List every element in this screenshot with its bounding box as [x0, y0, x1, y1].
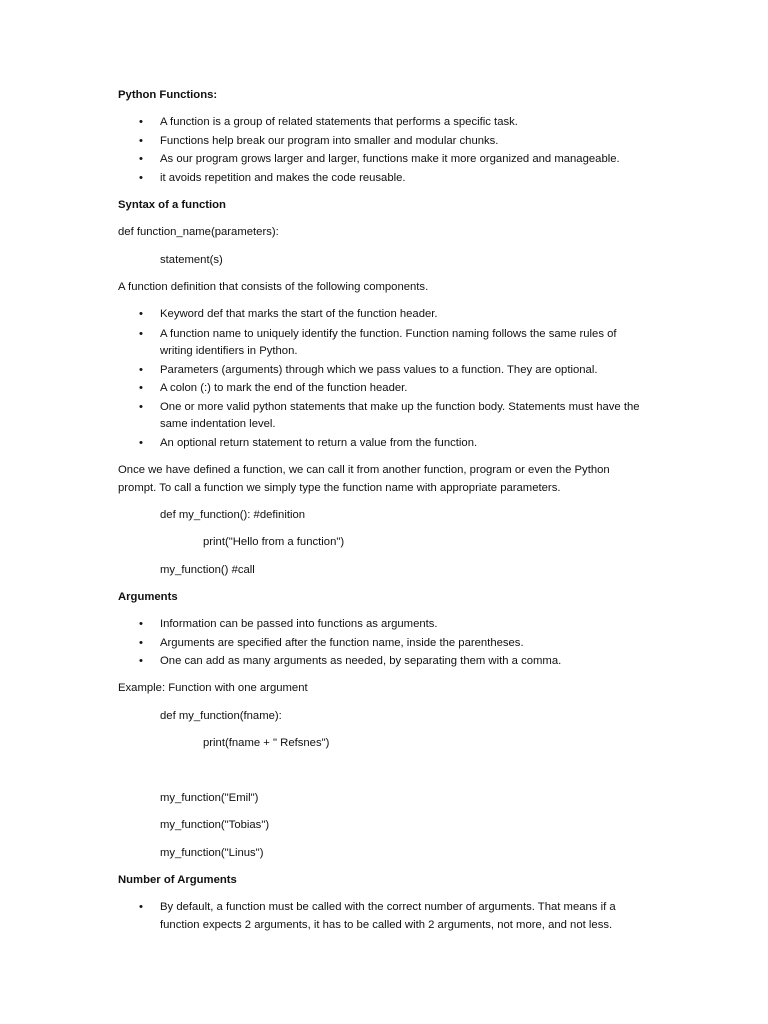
paragraph: Once we have defined a function, we can call it from another function, program or even the Python prompt. To call a function we simply type the function name with appropriate parameters. — [118, 464, 610, 494]
bullet-icon: • — [139, 618, 143, 630]
bullet-icon: • — [139, 134, 143, 147]
bullet-icon: • — [139, 153, 143, 165]
bullet-icon: • — [139, 655, 143, 667]
section-heading-python-functions: Python Functions: — [118, 89, 218, 101]
bullet-icon: • — [139, 171, 143, 184]
paragraph: Example: Function with one argument — [118, 682, 308, 694]
list-item: • A function is a group of related statements that performs a specific task. — [118, 114, 648, 132]
list-item: • Keyword def that marks the start of the function header. — [118, 306, 648, 324]
code-line: my_function() #call — [160, 564, 255, 576]
section-heading-syntax: Syntax of a function — [118, 199, 226, 211]
code-line: my_function("Linus") — [160, 847, 264, 859]
list-item: • Parameters (arguments) through which we pass values to a function. They are optional. — [118, 362, 648, 380]
functions-bullet-list — [118, 114, 648, 187]
bullet-icon: • — [139, 400, 143, 413]
code-line: def my_function(): #definition — [160, 509, 306, 521]
components-bullet-list — [118, 306, 648, 452]
list-item: • A function name to uniquely identify the function. Function naming follows the same rules of writing identifiers in Python. — [139, 327, 617, 357]
bullet-icon: • — [139, 636, 143, 649]
paragraph: A function definition that consists of the following components. — [118, 281, 429, 293]
code-line: def my_function(fname): — [160, 710, 282, 722]
code-line: def function_name(parameters): — [118, 226, 279, 238]
code-line: print("Hello from a function") — [203, 536, 345, 548]
bullet-icon: • — [139, 363, 143, 376]
section-heading-arguments: Arguments — [118, 591, 178, 603]
code-line: my_function("Tobias") — [160, 819, 270, 831]
bullet-icon: • — [139, 901, 143, 913]
code-line: my_function("Emil") — [160, 792, 259, 804]
bullet-icon: • — [139, 327, 143, 340]
bullet-icon: • — [139, 116, 143, 128]
code-line: statement(s) — [160, 254, 223, 266]
bullet-icon: • — [139, 382, 143, 394]
list-item: • As our program grows larger and larger, functions make it more organized and manageable. — [118, 151, 648, 169]
list-item: • it avoids repetition and makes the code reusable. — [118, 170, 648, 188]
list-item: • By default, a function must be called with the correct number of arguments. That means if a function expects 2 arguments, it has to be called with 2 arguments, not more, and not less. — [139, 901, 616, 931]
arguments-bullet-list — [118, 616, 648, 671]
list-item: • Arguments are specified after the function name, inside the parentheses. — [118, 635, 648, 653]
bullet-icon: • — [139, 436, 143, 449]
list-item: • Information can be passed into functions as arguments. — [118, 616, 648, 634]
list-item: • A colon (:) to mark the end of the function header. — [118, 380, 648, 398]
number-bullet-list — [118, 899, 648, 934]
bullet-icon: • — [139, 308, 143, 320]
list-item: • One can add as many arguments as needed, by separating them with a comma. — [118, 653, 648, 671]
list-item: • Functions help break our program into smaller and modular chunks. — [118, 133, 648, 151]
list-item: • One or more valid python statements that make up the function body. Statements must have the same indentation level. — [139, 400, 640, 430]
section-heading-number-of-arguments: Number of Arguments — [118, 874, 237, 886]
list-item: • An optional return statement to return a value from the function. — [118, 435, 648, 453]
code-line: print(fname + " Refsnes") — [203, 737, 330, 749]
